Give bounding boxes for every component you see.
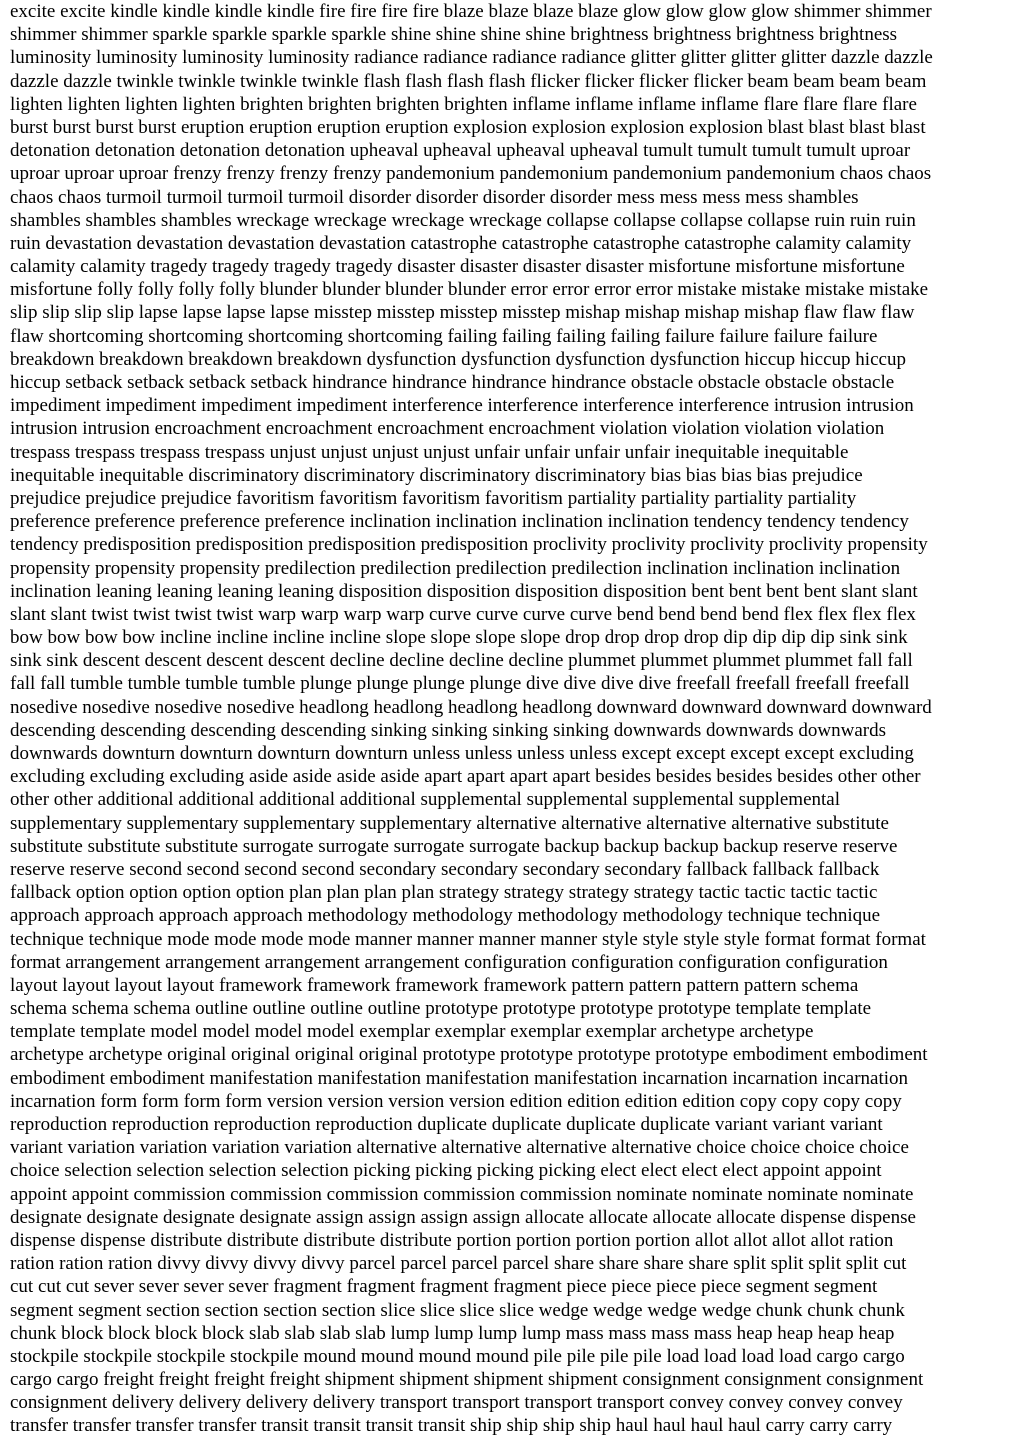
text-line: downwards downturn downturn downturn downturn unless unless unless unless except except except except excluding — [10, 743, 914, 764]
text-line: uproar uproar uproar frenzy frenzy frenzy frenzy pandemonium pandemonium pandemonium pandemonium chaos chaos — [10, 163, 932, 185]
text-line: reserve reserve second second second second secondary secondary secondary secondary fallback fallback fallback — [10, 858, 880, 880]
text-line: dispense dispense distribute distribute distribute distribute portion portion portion portion allot allot allot allot ration — [10, 1229, 894, 1251]
text-line: shambles shambles shambles wreckage wreckage wreckage wreckage collapse collapse collapse collapse ruin ruin ruin — [10, 209, 916, 231]
text-line: supplementary supplementary supplementary supplementary alternative alternative alternative alternative substitute — [10, 812, 889, 834]
text-line: trespass trespass trespass trespass unjust unjust unjust unjust unfair unfair unfair unfair inequitable inequitable — [10, 441, 849, 463]
text-line: shimmer shimmer sparkle sparkle sparkle sparkle shine shine shine shine brightness brightness brightness brightness — [10, 24, 898, 46]
text-line: embodiment embodiment manifestation manifestation manifestation manifestation incarnation incarnation incarnation — [10, 1067, 909, 1089]
text-line: consignment delivery delivery delivery delivery transport transport transport transport convey convey convey convey — [10, 1392, 903, 1414]
text-line: misfortune folly folly folly folly blunder blunder blunder blunder error error error error mistake mistake mistake mistake — [10, 279, 929, 301]
text-line: inclination leaning leaning leaning leaning disposition disposition disposition disposition bent bent bent bent slant slant — [10, 580, 918, 602]
text-line: dazzle dazzle twinkle twinkle twinkle twinkle flash flash flash flash flicker flicker flicker flicker beam beam beam beam — [10, 70, 927, 92]
text-line: template template model model model model exemplar exemplar exemplar exemplar archetype archetype — [10, 1021, 814, 1043]
text-line: tendency predisposition predisposition predisposition predisposition proclivity proclivity proclivity proclivity propensity — [10, 534, 928, 556]
document-page — [10, 0, 1016, 1438]
text-line: propensity propensity propensity predilection predilection predilection predilection inclination inclination inclination — [10, 557, 901, 579]
text-line: other other additional additional additional additional supplemental supplemental supplemental supplemental — [10, 789, 840, 811]
text-line: calamity calamity tragedy tragedy tragedy tragedy disaster disaster disaster disaster misfortune misfortune misfortune — [10, 256, 905, 278]
text-line: nosedive nosedive nosedive nosedive headlong headlong headlong headlong downward downward downward downward — [10, 696, 932, 718]
text-line: substitute substitute substitute surrogate surrogate surrogate surrogate backup backup backup backup reserve reserve — [10, 835, 898, 857]
text-line: sink sink descent descent descent descent decline decline decline decline plummet plummet plummet plummet fall fall — [10, 650, 913, 672]
text-line: excite excite kindle kindle kindle kindle fire fire fire fire blaze blaze blaze blaze glow glow glow glow shimmer shimmer — [10, 1, 932, 22]
text-line: lighten lighten lighten lighten brighten brighten brighten brighten inflame inflame inflame inflame flare flare flare flare — [10, 93, 917, 115]
text-line: segment segment section section section section slice slice slice slice wedge wedge wedge wedge chunk chunk chunk — [10, 1299, 905, 1321]
text-line: appoint appoint commission commission commission commission commission nominate nominate nominate nominate — [10, 1183, 914, 1205]
text-line: layout layout layout layout framework framework framework framework pattern pattern pattern pattern schema — [10, 974, 859, 996]
text-line: format arrangement arrangement arrangement arrangement configuration configuration configuration configuration — [10, 951, 888, 973]
text-line: fallback option option option option plan plan plan plan strategy strategy strategy strategy tactic tactic tactic tactic — [10, 882, 878, 904]
text-line: incarnation form form form form version version version version edition edition edition edition copy copy copy copy — [10, 1090, 902, 1112]
text-line: hiccup setback setback setback setback hindrance hindrance hindrance hindrance obstacle obstacle obstacle obstacle — [10, 372, 895, 393]
text-line: slip slip slip slip lapse lapse lapse lapse misstep misstep misstep misstep mishap mishap mishap mishap flaw flaw flaw — [10, 302, 915, 324]
text-line: technique technique mode mode mode mode manner manner manner manner style style style style format format format — [10, 928, 926, 950]
text-line: intrusion intrusion encroachment encroachment encroachment encroachment violation violation violation violation — [10, 418, 885, 440]
text-line: chunk block block block block slab slab slab slab lump lump lump lump mass mass mass mass heap heap heap heap — [10, 1322, 895, 1344]
text-line: fall fall tumble tumble tumble tumble plunge plunge plunge plunge dive dive dive dive freefall freefall freefall freefall — [10, 673, 910, 695]
text-line: designate designate designate designate assign assign assign assign allocate allocate allocate allocate dispense dispense — [10, 1206, 916, 1228]
text-line: preference preference preference preference inclination inclination inclination inclination tendency tendency tendency — [10, 511, 909, 533]
text-line: choice selection selection selection selection picking picking picking picking elect elect elect elect appoint appoint — [10, 1160, 882, 1182]
text-line: archetype archetype original original original original prototype prototype prototype prototype embodiment embodiment — [10, 1044, 928, 1066]
text-line: prejudice prejudice prejudice favoritism favoritism favoritism favoritism partiality partiality partiality partiality — [10, 487, 857, 509]
text-line: chaos chaos turmoil turmoil turmoil turmoil disorder disorder disorder disorder mess mess mess mess shambles — [10, 186, 859, 208]
text-line: approach approach approach approach methodology methodology methodology methodology technique technique — [10, 905, 881, 927]
text-line: flaw shortcoming shortcoming shortcoming shortcoming failing failing failing failing failure failure failure failure — [10, 325, 878, 347]
text-line: transfer transfer transfer transfer transit transit transit transit ship ship ship ship haul haul haul haul carry carry carry — [10, 1415, 893, 1437]
text-line: cargo cargo freight freight freight freight shipment shipment shipment shipment consignment consignment consignment — [10, 1369, 924, 1391]
text-line: bow bow bow bow incline incline incline incline slope slope slope slope drop drop drop drop dip dip dip dip sink sink — [10, 627, 908, 649]
text-line: burst burst burst burst eruption eruption eruption eruption explosion explosion explosion explosion blast blast blast blast — [10, 116, 926, 138]
text-line: excluding excluding excluding aside aside aside aside apart apart apart apart besides besides besides besides other other — [10, 766, 921, 788]
text-line: luminosity luminosity luminosity luminosity radiance radiance radiance radiance glitter glitter glitter glitter dazzle dazzle — [10, 47, 933, 69]
text-line: impediment impediment impediment impediment interference interference interference interference intrusion intrusion — [10, 395, 914, 417]
text-line: stockpile stockpile stockpile stockpile mound mound mound mound pile pile pile pile load load load load cargo cargo — [10, 1345, 905, 1367]
text-line: slant slant twist twist twist twist warp warp warp warp curve curve curve curve bend bend bend bend flex flex flex flex — [10, 603, 916, 625]
text-line: inequitable inequitable discriminatory discriminatory discriminatory discriminatory bias bias bias bias prejudice — [10, 464, 863, 486]
text-line: breakdown breakdown breakdown breakdown dysfunction dysfunction dysfunction dysfunction hiccup hiccup hiccup — [10, 348, 906, 370]
text-line: ruin devastation devastation devastation devastation catastrophe catastrophe catastrophe catastrophe calamity calamity — [10, 232, 912, 254]
text-line: descending descending descending descending sinking sinking sinking sinking downwards downwards downwards — [10, 719, 886, 741]
text-line: cut cut cut sever sever sever sever fragment fragment fragment fragment piece piece piece piece segment segment — [10, 1276, 878, 1298]
text-line: ration ration ration divvy divvy divvy divvy parcel parcel parcel parcel share share share share split split split split cut — [10, 1253, 907, 1275]
text-line: reproduction reproduction reproduction reproduction duplicate duplicate duplicate duplicate variant variant variant — [10, 1114, 883, 1135]
text-line: variant variation variation variation variation alternative alternative alternative alternative choice choice choice choice — [10, 1137, 909, 1159]
text-line: schema schema schema outline outline outline outline prototype prototype prototype prototype template template — [10, 998, 872, 1020]
text-line: detonation detonation detonation detonation upheaval upheaval upheaval upheaval tumult tumult tumult tumult uproar — [10, 140, 911, 162]
